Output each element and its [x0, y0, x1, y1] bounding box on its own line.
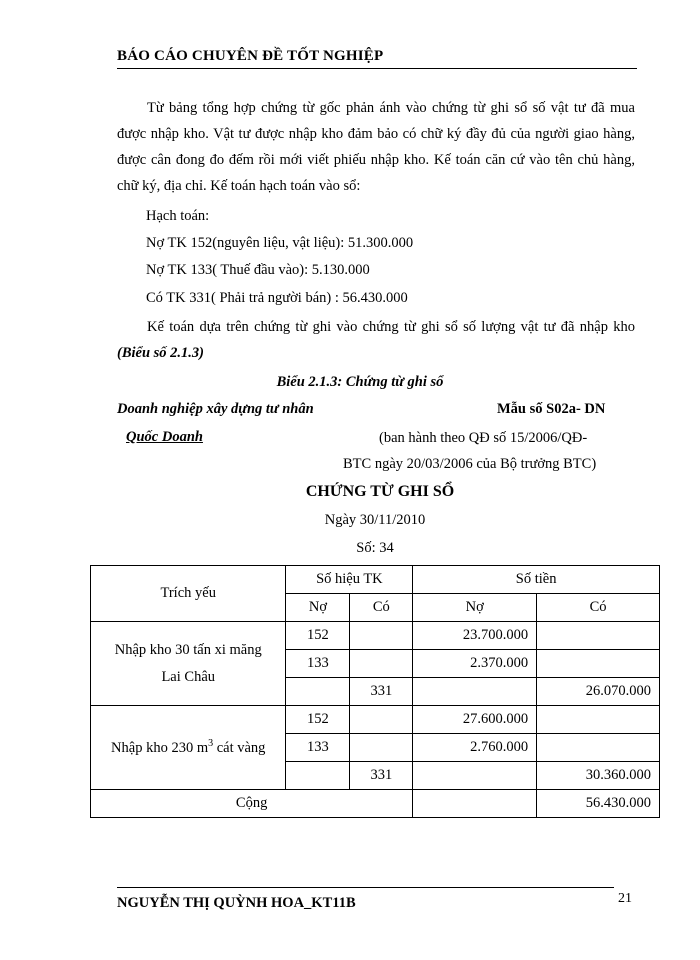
closing-reference: (Biểu số 2.1.3): [117, 345, 204, 361]
company-name-line2: Quốc Doanh: [126, 429, 203, 445]
debit-amount-cell: 2.370.000: [413, 650, 537, 678]
debit-account-cell: 152: [286, 622, 350, 650]
total-label: Cộng: [91, 790, 413, 818]
issuance-note-line2: BTC ngày 20/03/2006 của Bộ trưởng BTC): [343, 456, 597, 472]
debit-account-cell: 152: [286, 706, 350, 734]
form-code: Mẫu số S02a- DN: [497, 401, 606, 417]
group1-summary-line1: Nhập kho 30 tấn xi măng: [114, 641, 262, 658]
voucher-date: Ngày 30/11/2010: [324, 512, 426, 528]
debit-amount-cell: [413, 678, 537, 706]
credit-amount-cell: [537, 650, 660, 678]
voucher-title: CHỨNG TỪ GHI SỔ: [305, 483, 455, 500]
page-number: 21: [618, 891, 632, 906]
header-account-no: Số hiệu TK: [286, 566, 413, 594]
closing-paragraph: [117, 314, 635, 366]
total-row: [91, 790, 660, 818]
header-amount: Số tiền: [413, 566, 660, 594]
group1-summary-line2: Lai Châu: [161, 668, 216, 685]
voucher-table: [90, 565, 660, 818]
credit-account-cell: 331: [350, 678, 413, 706]
credit-account-cell: [350, 706, 413, 734]
group2-summary-suffix: cát vàng: [213, 739, 266, 756]
group2-summary-sup: 3: [208, 738, 214, 750]
credit-amount-cell: 30.360.000: [537, 762, 660, 790]
credit-amount-cell: 26.070.000: [537, 678, 660, 706]
intro-paragraph: Từ bảng tổng hợp chứng từ gốc phản ánh vào chứng từ ghi sổ số vật tư đã mua được nhập kho. Vật tư được nhập kho đảm bảo có chữ ký đầy đủ của người giao hàng, được cân đong đo đếm rồi mới viết phiếu nhập kho. Kế toán căn cứ vào tên chủ hàng, chữ ký, địa chỉ. Kế toán hạch toán vào sổ:: [117, 100, 635, 194]
debit-account-cell: [286, 762, 350, 790]
credit-amount-cell: [537, 622, 660, 650]
debit-account-cell: 133: [286, 734, 350, 762]
credit-account-cell: [350, 622, 413, 650]
debit-amount-cell: 2.760.000: [413, 734, 537, 762]
voucher-number: Số: 34: [356, 540, 394, 556]
table-row: [91, 706, 660, 734]
total-amount: 56.430.000: [537, 790, 660, 818]
debit-amount-cell: 27.600.000: [413, 706, 537, 734]
debit-amount-cell: [413, 762, 537, 790]
entry-heading: Hạch toán:: [146, 208, 210, 224]
entry-debit-152: Nợ TK 152(nguyên liệu, vật liệu): 51.300.000: [146, 235, 414, 251]
company-name: Doanh nghiệp xây dựng tư nhân: [117, 401, 314, 417]
header-account-debit: Nợ: [286, 594, 350, 622]
credit-account-cell: [350, 734, 413, 762]
debit-amount-cell: 23.700.000: [413, 622, 537, 650]
total-debit-cell: [413, 790, 537, 818]
closing-text: Kế toán dựa trên chứng từ ghi vào chứng từ ghi sổ số lượng vật tư đã nhập kho: [147, 319, 635, 335]
group1-summary: [91, 622, 286, 706]
header-amount-debit: Nợ: [413, 594, 537, 622]
header-account-credit: Có: [350, 594, 413, 622]
entry-credit-331: Có TK 331( Phải trả người bán) : 56.430.000: [146, 290, 408, 306]
author-name: NGUYỄN THỊ QUỲNH HOA_KT11B: [117, 895, 356, 911]
debit-account-cell: [286, 678, 350, 706]
credit-amount-cell: [537, 734, 660, 762]
group2-summary: [91, 706, 286, 790]
header-amount-credit: Có: [537, 594, 660, 622]
header-rule: [117, 68, 637, 69]
entry-debit-133: Nợ TK 133( Thuế đầu vào): 5.130.000: [146, 262, 370, 278]
credit-amount-cell: [537, 706, 660, 734]
form-caption: Biểu 2.1.3: Chứng từ ghi sổ: [276, 374, 444, 390]
table-header-row: [91, 566, 660, 594]
debit-account-cell: 133: [286, 650, 350, 678]
issuance-note-line1: (ban hành theo QĐ số 15/2006/QĐ-: [379, 430, 588, 446]
group2-summary-prefix: Nhập kho 230 m: [111, 739, 209, 756]
credit-account-cell: [350, 650, 413, 678]
report-header: BÁO CÁO CHUYÊN ĐỀ TỐT NGHIỆP: [117, 48, 384, 64]
header-summary: Trích yếu: [91, 566, 286, 622]
footer-rule: [117, 887, 614, 888]
credit-account-cell: 331: [350, 762, 413, 790]
table-row: [91, 622, 660, 650]
